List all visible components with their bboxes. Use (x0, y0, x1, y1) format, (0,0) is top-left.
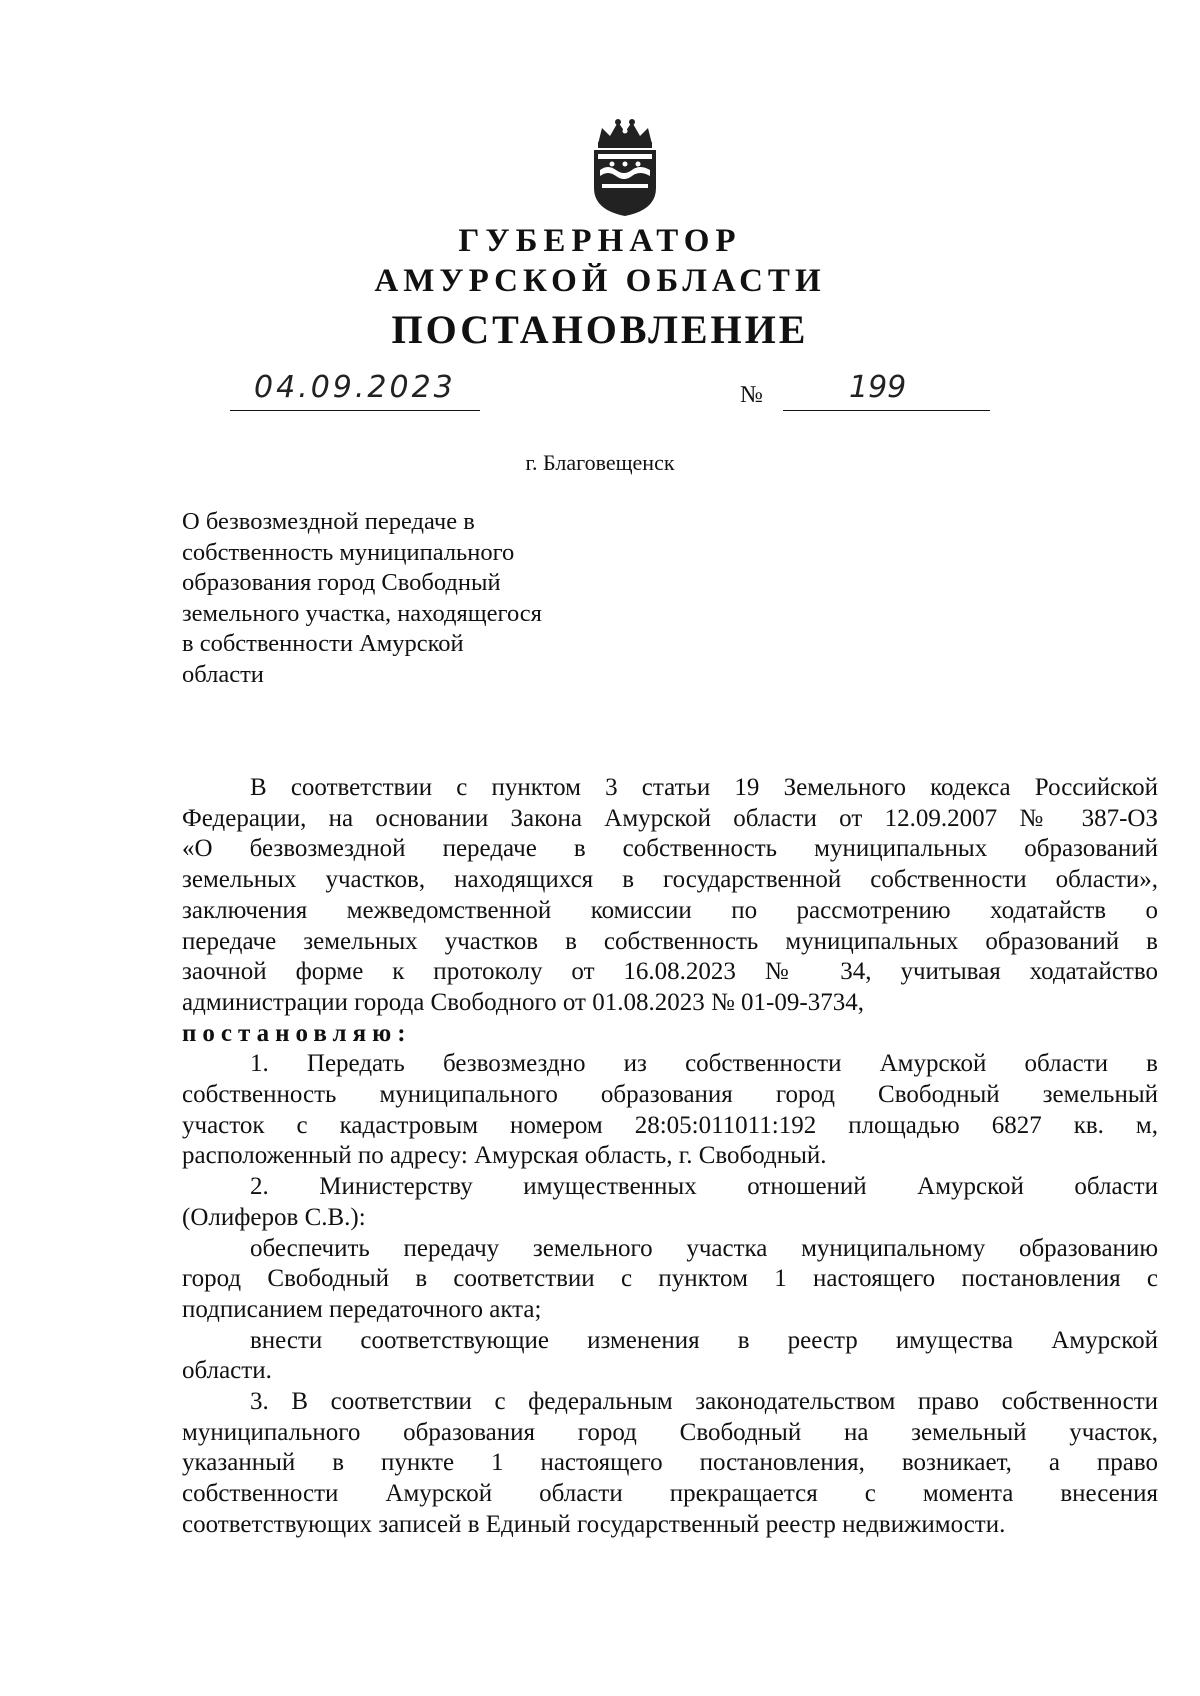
body-line: соответствующих записей в Единый государственный реестр недвижимости. (182, 1510, 1006, 1538)
body-line: 2. Министерству имущественных отношений Амурской области (250, 1173, 1158, 1201)
body-line: администрации города Свободного от 01.08.2023 № 01-09-3734, (182, 988, 864, 1016)
document-type: ПОСТАНОВЛЕНИЕ (391, 307, 809, 352)
body-line: передаче земельных участков в собственность муниципальных образований в (182, 927, 1158, 955)
subject-line: земельного участка, находящегося (182, 599, 542, 627)
body-line: муниципального образования город Свободный на земельный участок, (182, 1418, 1158, 1446)
subject-line: собственность муниципального (182, 538, 515, 566)
body-line: В соответствии с пунктом 3 статьи 19 Земельного кодекса Российской (250, 774, 1158, 801)
body-line: обеспечить передачу земельного участка муниципальному образованию (250, 1234, 1158, 1262)
body-line: 3. В соответствии с федеральным законодательством право собственности (250, 1388, 1158, 1416)
subject-line: в собственности Амурской (182, 630, 464, 657)
preamble-paragraph (182, 773, 1158, 1019)
body-line: участок с кадастровым номером 28:05:011011:192 площадью 6827 кв. м, (182, 1111, 1158, 1139)
body-line: внести соответствующие изменения в реестр имущества Амурской (250, 1326, 1158, 1354)
body-line: (Олиферов С.В.): (182, 1203, 366, 1231)
body-line: заочной форме к протоколу от 16.08.2023 № 34, учитывая ходатайство (182, 958, 1158, 986)
document-number-handwritten: 199 (849, 370, 907, 405)
decree-word: постановляю: (182, 1019, 412, 1047)
document-number-label: № (740, 382, 763, 408)
body-line: город Свободный в соответствии с пунктом 1 настоящего постановления с (182, 1265, 1158, 1293)
body-line: собственность муниципального образования город Свободный земельный (182, 1081, 1158, 1109)
body-line: «О безвозмездной передаче в собственность муниципальных образований (182, 835, 1158, 863)
body-line: собственности Амурской области прекращается с момента внесения (182, 1480, 1158, 1508)
body-line: расположенный по адресу: Амурская область, г. Свободный. (182, 1142, 827, 1170)
item-3-paragraph (182, 1387, 1158, 1541)
item-2a-paragraph (182, 1234, 1158, 1326)
subject-line: О безвозмездной передаче в (182, 508, 475, 535)
document-subject (182, 507, 622, 690)
subject-line: области (182, 660, 264, 688)
body-line: области. (182, 1357, 272, 1385)
body-line: земельных участков, находящихся в государственной собственности области», (182, 866, 1158, 894)
item-1-paragraph (182, 1049, 1158, 1172)
document-number-field (783, 370, 990, 411)
body-line: Федерации, на основании Закона Амурской области от 12.09.2007 № 387-ОЗ (182, 804, 1158, 832)
document-city: г. Благовещенск (525, 450, 675, 475)
item-2b-paragraph (182, 1326, 1158, 1387)
document-date-field (230, 370, 480, 411)
body-line: подписанием передаточного акта; (182, 1295, 542, 1323)
body-line: указанный в пункте 1 настоящего постановления, возникает, а право (182, 1449, 1158, 1477)
document-date-handwritten: 04.09.2023 (254, 370, 456, 405)
organization-region: АМУРСКОЙ ОБЛАСТИ (374, 263, 826, 299)
body-line: 1. Передать безвозмездно из собственности Амурской области в (250, 1050, 1158, 1078)
item-2-paragraph (182, 1172, 1158, 1233)
amur-oblast-coat-of-arms-icon (588, 118, 662, 218)
body-line: заключения межведомственной комиссии по рассмотрению ходатайств о (182, 896, 1158, 924)
document-body (182, 773, 1158, 1541)
subject-line: образования город Свободный (182, 569, 501, 596)
organization-title: ГУБЕРНАТОР (458, 223, 742, 259)
